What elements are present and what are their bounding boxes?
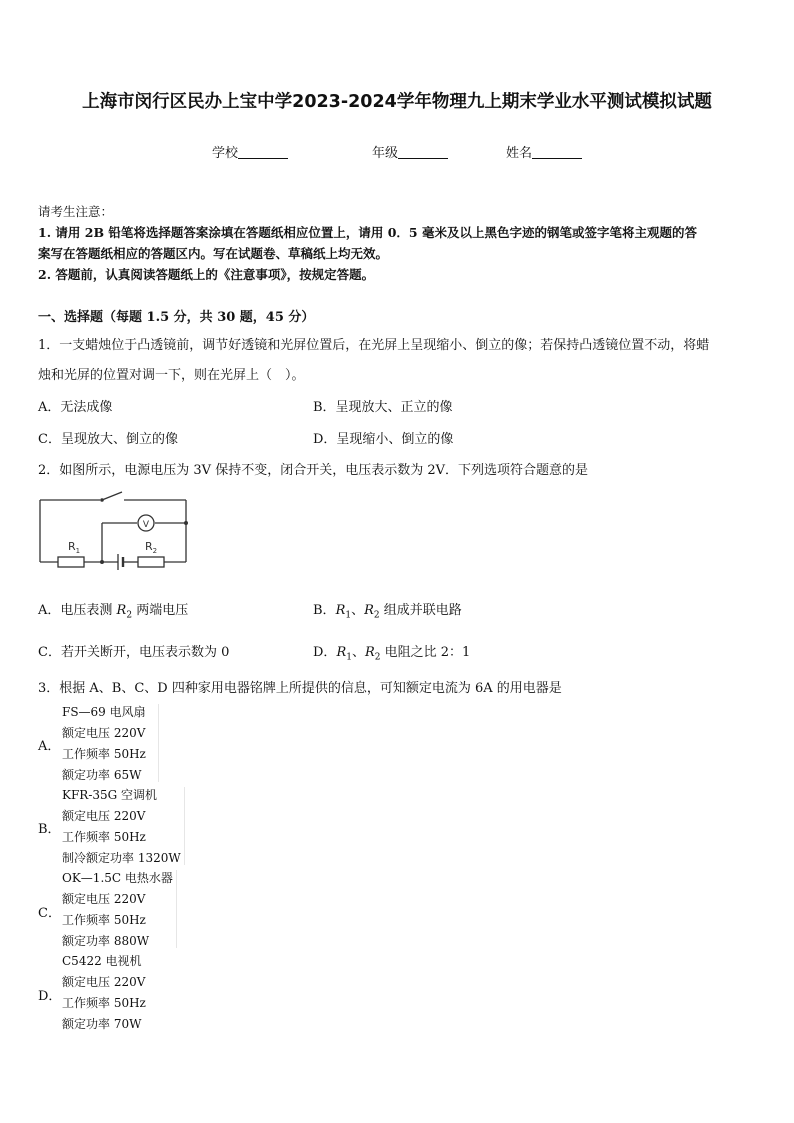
r1-label: $R_1$ — [68, 540, 81, 555]
section-heading: 一、选择题（每题 1.5 分，共 30 题，45 分） — [38, 310, 315, 325]
nameplate-line: FS—69 电风扇 — [62, 705, 146, 719]
name-blank[interactable] — [532, 145, 582, 159]
nameplate-line: OK—1.5C 电热水器 — [62, 871, 173, 885]
nameplate-line: 额定电压 220V — [62, 809, 146, 823]
battery-icon — [118, 554, 123, 570]
q1-stem-line1: 1．一支蜡烛位于凸透镜前，调节好透镜和光屏位置后，在光屏上呈现缩小、倒立的像；若保持凸透镜位置不动，将蜡 — [38, 338, 710, 353]
q2-option-d[interactable]: D．$R_1$、$R_2$ 电阻之比 2：1 — [313, 645, 471, 663]
q3-option-b-label[interactable]: B． — [38, 822, 61, 837]
r2-label: $R_2$ — [145, 540, 158, 555]
nameplate-line: 额定功率 70W — [62, 1017, 142, 1031]
switch-icon — [102, 492, 122, 500]
nameplate-line: 制冷额定功率 1320W — [62, 851, 181, 865]
svg-text:V: V — [142, 520, 150, 530]
q3-option-d-label[interactable]: D． — [38, 989, 62, 1004]
resistor-r2 — [138, 557, 164, 567]
school-blank[interactable] — [238, 145, 288, 159]
notice-item2: 2. 答题前，认真阅读答题纸上的《注意事项》，按规定答题。 — [38, 267, 375, 282]
q3-stem: 3．根据 A、B、C、D 四种家用电器铭牌上所提供的信息，可知额定电流为 6A 的用电器是 — [38, 681, 562, 696]
resistor-r1 — [58, 557, 84, 567]
nameplate-line: 额定电压 220V — [62, 892, 146, 906]
page-title: 上海市闵行区民办上宝中学2023-2024学年物理九上期末学业水平测试模拟试题 — [82, 92, 712, 112]
q1-option-d[interactable]: D．呈现缩小、倒立的像 — [313, 432, 454, 447]
circuit-diagram — [36, 486, 196, 572]
school-label: 学校 — [212, 146, 239, 161]
q1-stem-line2: 烛和光屏的位置对调一下，则在光屏上（ ）。 — [38, 368, 305, 383]
nameplate-line: 额定电压 220V — [62, 726, 146, 740]
q2-option-b[interactable]: B．$R_1$、$R_2$ 组成并联电路 — [313, 603, 462, 621]
nameplate-border-c — [62, 870, 177, 948]
school-field[interactable] — [212, 142, 288, 161]
nameplate-border-a — [62, 704, 159, 782]
q1-option-c[interactable]: C．呈现放大、倒立的像 — [38, 432, 178, 447]
name-label: 姓名 — [506, 146, 533, 161]
nameplate-line: 工作频率 50Hz — [62, 830, 146, 844]
q2-option-a[interactable]: A．电压表测 $R_2$ 两端电压 — [38, 603, 189, 621]
nameplate-line: C5422 电视机 — [62, 954, 142, 968]
nameplate-line: 额定功率 880W — [62, 934, 150, 948]
nameplate-border-b — [62, 787, 185, 865]
name-field[interactable] — [506, 142, 582, 161]
nameplate-line: 额定电压 220V — [62, 975, 146, 989]
nameplate-line: 工作频率 50Hz — [62, 913, 146, 927]
q1-option-a[interactable]: A．无法成像 — [38, 400, 113, 415]
nameplate-line: 工作频率 50Hz — [62, 996, 146, 1010]
voltmeter-icon — [138, 515, 154, 531]
nameplate-line: 额定功率 65W — [62, 768, 142, 782]
grade-label: 年级 — [372, 146, 399, 161]
grade-blank[interactable] — [398, 145, 448, 159]
grade-field[interactable] — [372, 142, 448, 161]
notice-heading: 请考生注意： — [38, 204, 114, 219]
notice-item1-line1: 1. 请用 2B 铅笔将选择题答案涂填在答题纸相应位置上，请用 0．5 毫米及以上黑色字迹的钢笔或签字笔将主观题的答 — [38, 225, 697, 240]
q1-option-b[interactable]: B．呈现放大、正立的像 — [313, 400, 453, 415]
q3-option-c-label[interactable]: C． — [38, 906, 61, 921]
nameplate-line: KFR-35G 空调机 — [62, 788, 158, 802]
nameplate-line: 工作频率 50Hz — [62, 747, 146, 761]
q3-option-d-nameplate[interactable] — [62, 951, 146, 1035]
notice-item1-line2: 案写在答题纸相应的答题区内。写在试题卷、草稿纸上均无效。 — [38, 246, 389, 261]
q3-option-a-label[interactable]: A． — [38, 739, 61, 754]
q2-stem: 2．如图所示，电源电压为 3V 保持不变，闭合开关，电压表示数为 2V．下列选项符合题意的是 — [38, 463, 588, 478]
q2-option-c[interactable]: C．若开关断开，电压表示数为 0 — [38, 645, 230, 660]
